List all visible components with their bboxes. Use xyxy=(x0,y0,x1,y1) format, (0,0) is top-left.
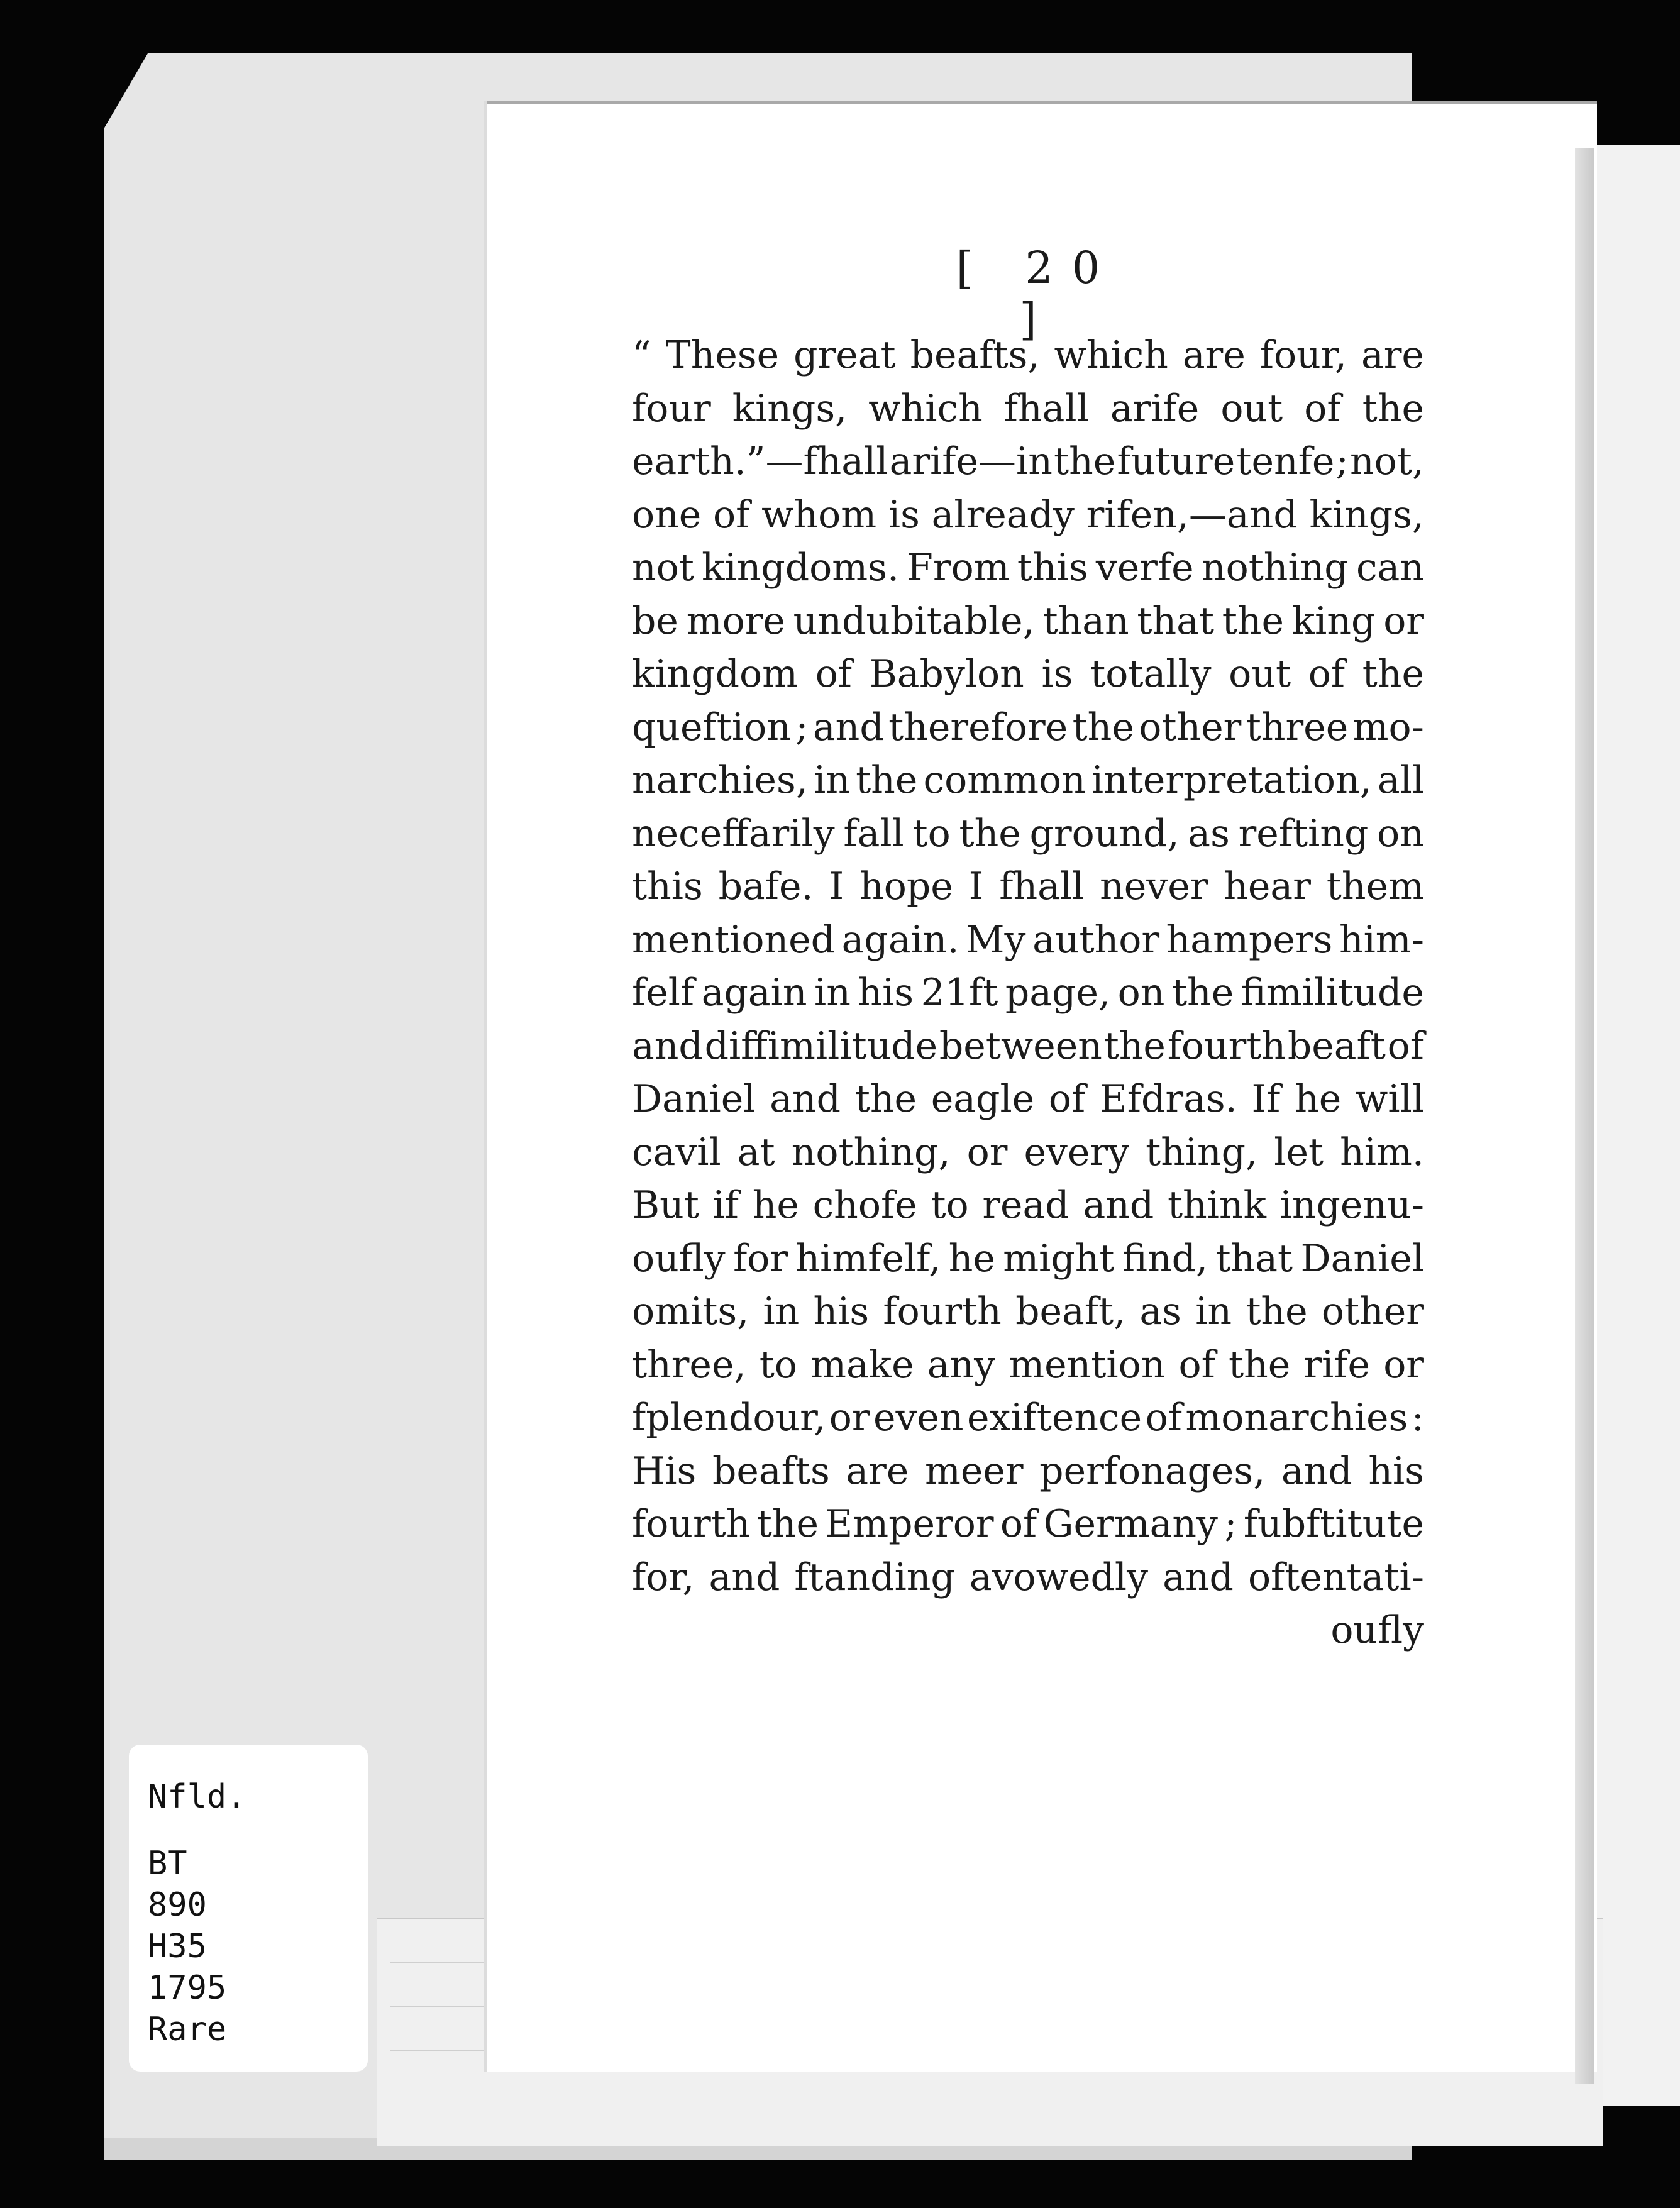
word: and xyxy=(632,1024,703,1068)
word: totally xyxy=(1090,652,1212,696)
word: 21ft xyxy=(920,971,998,1015)
facing-page xyxy=(1597,145,1680,2106)
word: them xyxy=(1326,864,1424,908)
word: felf xyxy=(632,971,695,1015)
word: beaft xyxy=(1287,1024,1386,1068)
text-line xyxy=(632,1396,1424,1449)
word: on xyxy=(1377,811,1424,856)
word: the xyxy=(1246,1289,1308,1333)
word: out xyxy=(1229,652,1291,696)
word: he xyxy=(1295,1077,1342,1121)
word: and xyxy=(1083,1183,1154,1227)
text-line xyxy=(632,1449,1424,1503)
word: tenfe xyxy=(1236,439,1335,483)
word: nothing xyxy=(1201,546,1349,590)
word: as xyxy=(1139,1289,1181,1333)
word: or xyxy=(829,1396,870,1440)
word: for xyxy=(733,1236,788,1281)
word: he xyxy=(948,1236,995,1281)
text-line xyxy=(632,1130,1424,1184)
word: : xyxy=(1411,1396,1424,1440)
word: If xyxy=(1251,1077,1281,1121)
word: whom xyxy=(761,492,877,537)
word: are xyxy=(1182,333,1246,377)
word: again. xyxy=(841,917,959,962)
word: not xyxy=(632,546,694,590)
word: are xyxy=(1361,333,1424,377)
word: fourth xyxy=(1167,1024,1286,1068)
text-line xyxy=(632,758,1424,812)
word: mention xyxy=(1009,1342,1166,1387)
word: the xyxy=(856,758,918,802)
word: of xyxy=(1145,1396,1182,1440)
word: four, xyxy=(1259,333,1347,377)
word: From xyxy=(907,546,1010,590)
word: page, xyxy=(1005,971,1111,1015)
word: will xyxy=(1356,1077,1424,1121)
word: ingenu- xyxy=(1279,1183,1424,1227)
word: other xyxy=(1139,705,1242,749)
word: eagle xyxy=(931,1077,1035,1121)
label-line: Nfld. xyxy=(148,1778,246,1816)
word: hampers xyxy=(1166,917,1333,962)
word: of xyxy=(1178,1342,1215,1387)
word: of xyxy=(1304,386,1341,431)
word: or xyxy=(966,1130,1008,1174)
word: as xyxy=(1188,811,1230,856)
word: other xyxy=(1321,1289,1424,1333)
word: Daniel xyxy=(1300,1236,1424,1281)
word: I xyxy=(968,864,984,908)
word: arife—in xyxy=(889,439,1053,483)
call-number-text xyxy=(148,1776,246,2050)
word: make xyxy=(810,1342,914,1387)
word: Emperor xyxy=(825,1502,994,1546)
word: kingdoms. xyxy=(702,546,900,590)
word: at xyxy=(737,1130,775,1174)
word: four xyxy=(632,386,711,431)
word: one xyxy=(632,492,702,537)
word: not, xyxy=(1349,439,1424,483)
word: ; xyxy=(1224,1502,1237,1546)
word: is xyxy=(1041,652,1073,696)
word: and xyxy=(1163,1555,1234,1599)
word: Efdras. xyxy=(1099,1077,1237,1121)
word: fourth xyxy=(632,1502,751,1546)
word: therefore xyxy=(888,705,1068,749)
text-line xyxy=(632,599,1424,653)
word: and xyxy=(709,1555,780,1599)
word: neceffarily xyxy=(632,811,835,856)
word: and xyxy=(812,705,884,749)
word: between xyxy=(939,1024,1102,1068)
word: all xyxy=(1377,758,1424,802)
word: if xyxy=(712,1183,739,1227)
text-line xyxy=(632,812,1424,865)
word: the xyxy=(1171,971,1234,1015)
word: exiftence xyxy=(967,1396,1142,1440)
word: and xyxy=(770,1077,841,1121)
word: king xyxy=(1291,599,1376,643)
word: queftion xyxy=(632,705,791,749)
word: already xyxy=(931,492,1075,537)
word: of xyxy=(1048,1077,1086,1121)
word: again xyxy=(701,971,807,1015)
word: out xyxy=(1220,386,1283,431)
word: Babylon xyxy=(869,652,1024,696)
word: are xyxy=(846,1449,909,1493)
word: him- xyxy=(1339,917,1424,962)
word: undubitable, xyxy=(793,599,1035,643)
text-line xyxy=(632,387,1424,440)
word: three xyxy=(1246,705,1349,749)
word: his xyxy=(813,1289,870,1333)
word: or xyxy=(1383,1342,1424,1387)
text-line xyxy=(632,1289,1424,1343)
word: the xyxy=(1072,705,1134,749)
text-line xyxy=(632,1183,1424,1237)
word: narchies, xyxy=(632,758,808,802)
word: that xyxy=(1137,599,1215,643)
label-line: H35 xyxy=(148,1928,207,1965)
word: of xyxy=(1000,1502,1037,1546)
word: think xyxy=(1167,1183,1266,1227)
word: is xyxy=(888,492,920,537)
word: kingdom xyxy=(632,652,799,696)
label-line: 1795 xyxy=(148,1969,227,2007)
word: this xyxy=(632,864,703,908)
word: These xyxy=(665,333,780,377)
page-fold xyxy=(1575,148,1594,2084)
text-line xyxy=(632,652,1424,705)
word: author xyxy=(1032,917,1160,962)
word: diffimilitude xyxy=(704,1024,938,1068)
word: of xyxy=(713,492,750,537)
word: His xyxy=(632,1449,697,1493)
word: ftanding xyxy=(794,1555,955,1599)
text-line xyxy=(632,546,1424,599)
word: more xyxy=(686,599,785,643)
catchword: oufly xyxy=(1330,1608,1424,1652)
word: find, xyxy=(1122,1236,1208,1281)
word: rife xyxy=(1303,1342,1371,1387)
word: the xyxy=(756,1502,819,1546)
word: that xyxy=(1215,1236,1293,1281)
word: beafts xyxy=(712,1449,830,1493)
text-line xyxy=(632,971,1424,1024)
word: common xyxy=(923,758,1086,802)
word: the xyxy=(1103,1024,1166,1068)
word: cavil xyxy=(632,1130,721,1174)
word: interpretation, xyxy=(1091,758,1372,802)
word: omits, xyxy=(632,1289,749,1333)
word: But xyxy=(632,1183,699,1227)
word: than xyxy=(1042,599,1129,643)
label-line: Rare xyxy=(148,2011,227,2048)
word: the xyxy=(1229,1342,1291,1387)
word: read xyxy=(982,1183,1069,1227)
word: three, xyxy=(632,1342,746,1387)
text-line xyxy=(632,705,1424,759)
word: rifen,—and xyxy=(1086,492,1298,537)
word: great xyxy=(793,333,896,377)
word: every xyxy=(1024,1130,1130,1174)
word: thing, xyxy=(1146,1130,1258,1174)
word: on xyxy=(1117,971,1165,1015)
word: any xyxy=(927,1342,996,1387)
word: beafts, xyxy=(910,333,1040,377)
word: nothing, xyxy=(791,1130,951,1174)
text-line xyxy=(632,1237,1424,1290)
word: kings, xyxy=(732,386,848,431)
word: be xyxy=(632,599,678,643)
word: which xyxy=(1054,333,1168,377)
text-line xyxy=(632,1077,1424,1130)
word: meer xyxy=(924,1449,1024,1493)
word: fall xyxy=(843,811,904,856)
word: perfonages, xyxy=(1039,1449,1266,1493)
word: to xyxy=(912,811,951,856)
word: fourth xyxy=(883,1289,1002,1333)
text-line xyxy=(632,864,1424,918)
word: which xyxy=(868,386,983,431)
word: never xyxy=(1100,864,1208,908)
text-line xyxy=(632,439,1424,493)
text-line xyxy=(632,1502,1424,1555)
word: kings, xyxy=(1309,492,1424,537)
word: chofe xyxy=(812,1183,917,1227)
word: ; xyxy=(1335,439,1349,483)
word: ground, xyxy=(1029,811,1180,856)
text-line xyxy=(632,1024,1424,1078)
word: mo- xyxy=(1352,705,1424,749)
word: or xyxy=(1383,599,1424,643)
word: oufly xyxy=(632,1236,726,1281)
word: My xyxy=(966,917,1026,962)
word: beaft, xyxy=(1015,1289,1126,1333)
label-line: 890 xyxy=(148,1886,207,1924)
word: arife xyxy=(1110,386,1200,431)
word: in xyxy=(1195,1289,1232,1333)
word: hear xyxy=(1224,864,1311,908)
word: of xyxy=(815,652,853,696)
word: bafe. xyxy=(718,864,814,908)
word: the xyxy=(1054,439,1116,483)
word: even xyxy=(873,1396,964,1440)
word: the xyxy=(854,1077,917,1121)
word: fimilitude xyxy=(1241,971,1424,1015)
word: his xyxy=(1368,1449,1424,1493)
word: hope xyxy=(859,864,953,908)
text-line xyxy=(632,1555,1424,1609)
word: verfe xyxy=(1095,546,1194,590)
word: his xyxy=(858,971,914,1015)
word: the xyxy=(1362,386,1424,431)
word: fhall xyxy=(999,864,1085,908)
page-number: [ 20 ] xyxy=(956,242,1119,345)
word: future xyxy=(1117,439,1235,483)
word: fubftitute xyxy=(1243,1502,1424,1546)
text-line xyxy=(632,333,1424,387)
word: ; xyxy=(795,705,809,749)
word: fplendour, xyxy=(632,1396,826,1440)
word: Daniel xyxy=(632,1077,756,1121)
word: Germany xyxy=(1043,1502,1218,1546)
word: of xyxy=(1387,1024,1424,1068)
word: to xyxy=(931,1183,969,1227)
word: “ xyxy=(632,333,651,377)
word: this xyxy=(1017,546,1088,590)
word: himfelf, xyxy=(795,1236,941,1281)
word: monarchies xyxy=(1185,1396,1408,1440)
word: earth.”—fhall xyxy=(632,439,888,483)
word: refting xyxy=(1238,811,1369,856)
word: I xyxy=(829,864,844,908)
page-text xyxy=(632,333,1424,1662)
word: the xyxy=(959,811,1021,856)
label-line: BT xyxy=(148,1845,187,1882)
word: might xyxy=(1003,1236,1115,1281)
word: can xyxy=(1356,546,1424,590)
word: to xyxy=(759,1342,797,1387)
call-number-label xyxy=(129,1745,368,2072)
word: of xyxy=(1308,652,1346,696)
word: the xyxy=(1222,599,1285,643)
word: avowedly xyxy=(969,1555,1149,1599)
word: let xyxy=(1274,1130,1324,1174)
word: and xyxy=(1281,1449,1352,1493)
text-line xyxy=(632,1343,1424,1396)
text-line xyxy=(632,493,1424,546)
word: in xyxy=(814,758,850,802)
word: the xyxy=(1362,652,1424,696)
word: he xyxy=(752,1183,799,1227)
word: oftentati- xyxy=(1247,1555,1424,1599)
word: him. xyxy=(1340,1130,1424,1174)
word: in xyxy=(814,971,851,1015)
text-line xyxy=(632,918,1424,971)
word: mentioned xyxy=(632,917,836,962)
word: fhall xyxy=(1003,386,1089,431)
word: in xyxy=(763,1289,800,1333)
word: for, xyxy=(632,1555,695,1599)
